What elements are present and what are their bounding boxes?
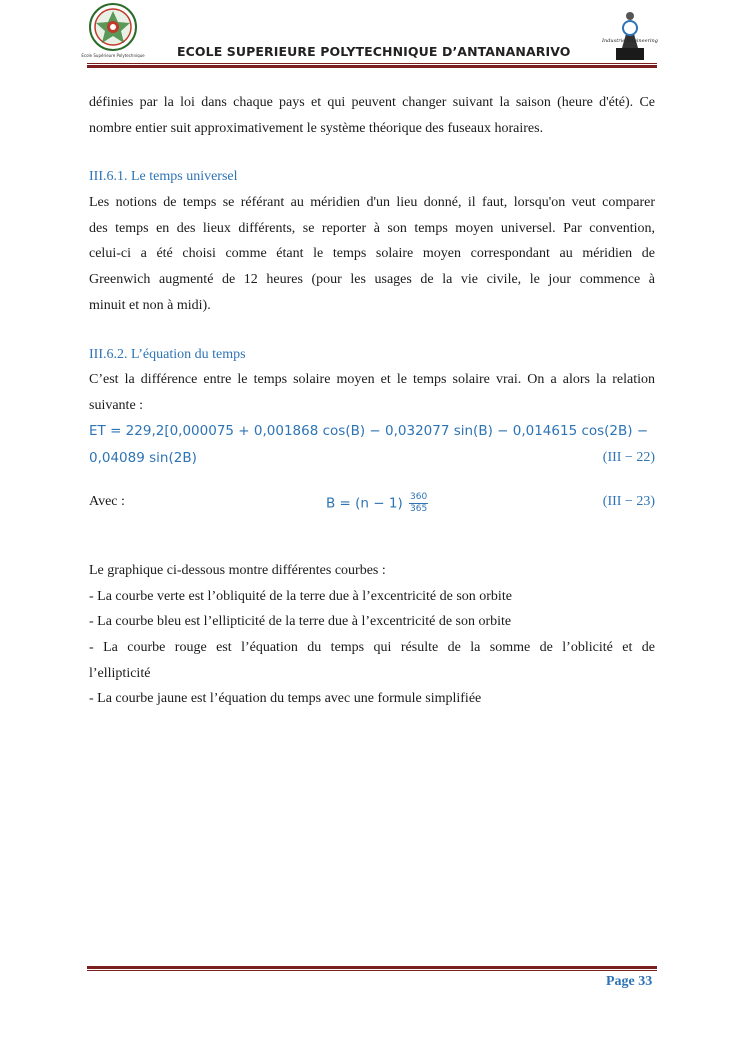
section-temps-universel-paragraph — [89, 190, 655, 318]
graph-notes-paragraph — [89, 558, 655, 712]
avec-label: Avec : — [89, 494, 125, 509]
text-line: Les notions de temps se référant au méridien d'un lieu donné, il faut, lorsqu'on veut comparer — [89, 195, 655, 210]
text-line: nombre entier suit approximativement le système théorique des fuseaux horaires. — [89, 120, 544, 136]
text-line: minuit et non à midi). — [89, 297, 211, 313]
equation-et-line1 — [89, 423, 655, 447]
text-line: C’est la différence entre le temps solaire moyen et le temps solaire vrai. On a alors la relation — [89, 372, 655, 387]
equation-b-line — [89, 492, 655, 520]
svg-text:Industrie Engineering: Industrie Engineering — [602, 38, 658, 44]
footer-rule-thin — [87, 970, 657, 971]
equation-et-line2 — [89, 450, 655, 474]
page-number: Page 33 — [606, 974, 653, 989]
section-heading-equation-du-temps: III.6.2. L’équation du temps — [89, 347, 246, 362]
equation-et-text: ET = 229,2[0,000075 + 0,001868 cos(B) − 0,032077 sin(B) − 0,014615 cos(2B) − — [89, 423, 649, 439]
equation-et-text: 0,04089 sin(2B) — [89, 450, 197, 466]
svg-text:Ecole Supérieure Polytechnique: Ecole Supérieure Polytechnique — [81, 53, 145, 58]
fraction — [409, 492, 428, 515]
text-line: - La courbe verte est l’obliquité de la terre due à l’excentricité de son orbite — [89, 588, 512, 604]
section-equation-paragraph — [89, 367, 655, 418]
equation-b — [326, 492, 428, 515]
equation-b-lhs: B = (n − 1) — [326, 495, 403, 512]
equation-number: (III − 23) — [602, 494, 655, 509]
footer-rule-thick — [87, 966, 657, 969]
text-line: définies par la loi dans chaque pays et qui peuvent changer suivant la saison (heure d'été). Ce — [89, 95, 655, 110]
fraction-numerator: 360 — [410, 492, 428, 502]
text-line: l’ellipticité — [89, 665, 151, 681]
text-line: des temps en des lieux différents, se reporter à son temps moyen universel. Par convention, — [89, 220, 655, 236]
text-line: suivante : — [89, 397, 144, 413]
department-logo — [604, 8, 656, 64]
text-line: - La courbe jaune est l’équation du temps avec une formule simplifiée — [89, 691, 482, 707]
header-rule-thin — [87, 63, 657, 64]
fraction-denominator: 365 — [410, 504, 428, 514]
equation-number: (III − 22) — [602, 450, 655, 465]
text-line: celui-ci a été choisi comme étant le temps solaire moyen correspondant au méridien de — [89, 246, 655, 262]
text-line: Greenwich augmenté de 12 heures (pour les usages de la vie civile, le jour commence à — [89, 272, 655, 288]
section-heading-temps-universel: III.6.1. Le temps universel — [89, 169, 238, 184]
text-line: Le graphique ci-dessous montre différentes courbes : — [89, 563, 386, 578]
intro-paragraph — [89, 90, 655, 141]
school-logo — [81, 2, 145, 60]
header-rule-thick — [87, 65, 657, 68]
text-line: - La courbe bleu est l’ellipticité de la terre due à l’excentricité de son orbite — [89, 614, 512, 630]
text-line: - La courbe rouge est l’équation du temps qui résulte de la somme de l’oblicité et de — [89, 640, 655, 656]
school-title: ECOLE SUPERIEURE POLYTECHNIQUE D’ANTANANARIVO — [177, 44, 571, 59]
